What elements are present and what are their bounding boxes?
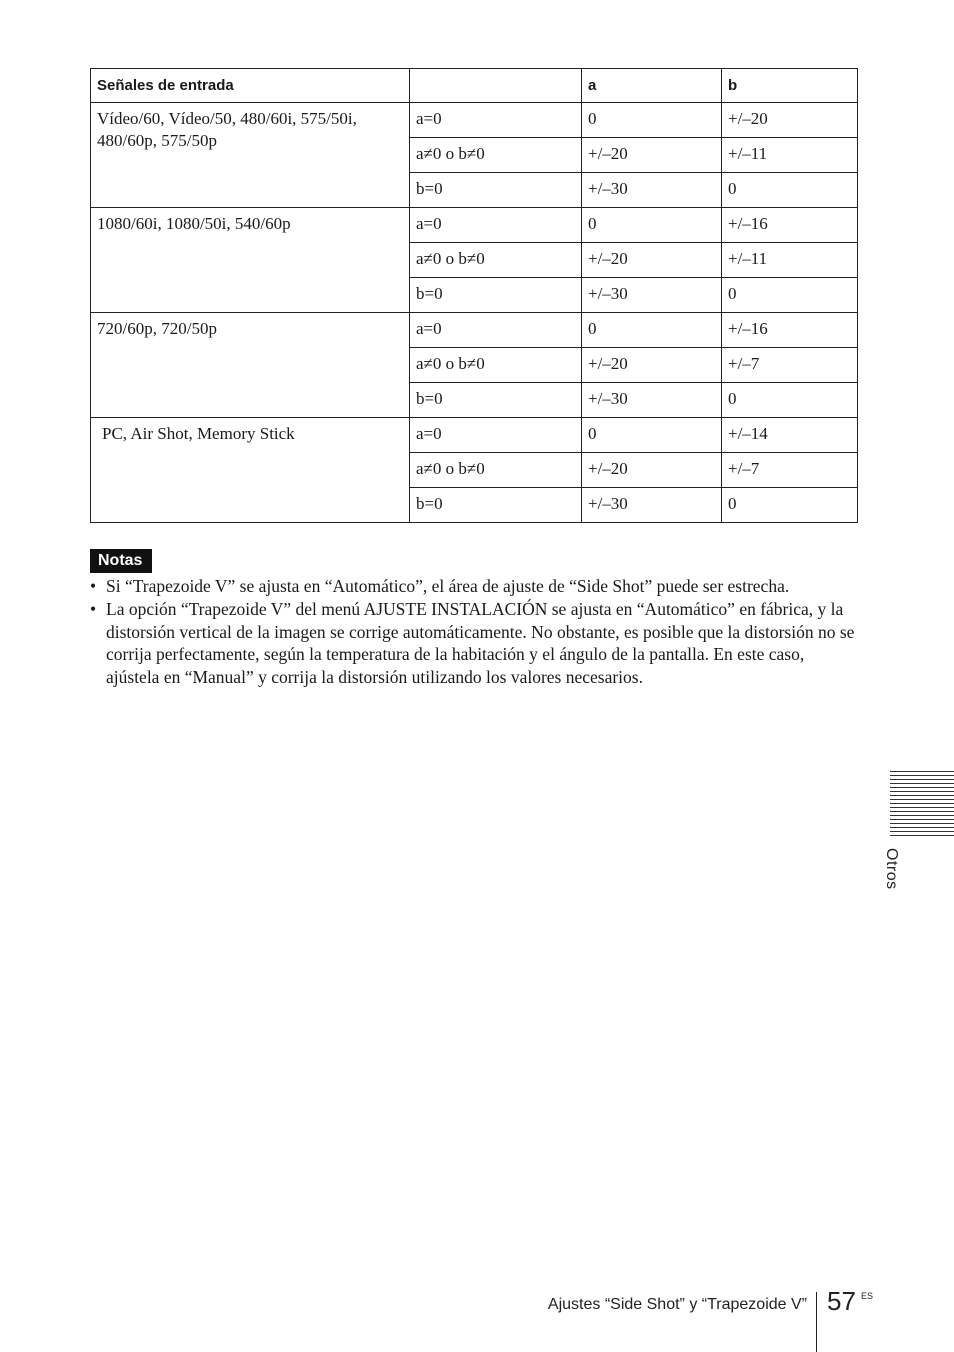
condition-cell: a≠0 o b≠0 [410,348,582,383]
a-value-cell: +/–30 [582,383,722,418]
a-value-cell: 0 [582,418,722,453]
note-item [90,575,860,598]
condition-cell: b=0 [410,488,582,523]
page-language: ES [861,1291,874,1301]
a-value-cell: +/–30 [582,488,722,523]
signal-cell: PC, Air Shot, Memory Stick [91,418,410,523]
footer-section-title: Ajustes “Side Shot” y “Trapezoide V” [547,1296,807,1313]
table-row [91,103,858,138]
condition-cell: a≠0 o b≠0 [410,453,582,488]
b-value-cell: 0 [722,383,858,418]
b-value-cell: +/–7 [722,348,858,383]
header-signal: Señales de entrada [91,69,410,103]
bullet: • [90,598,97,619]
condition-cell: a≠0 o b≠0 [410,138,582,173]
signal-cell: Vídeo/60, Vídeo/50, 480/60i, 575/50i, 480/60p, 575/50p [91,103,410,208]
a-value-cell: +/–20 [582,138,722,173]
a-value-cell: +/–30 [582,173,722,208]
table-row [91,418,858,453]
a-value-cell: 0 [582,313,722,348]
bullet: • [90,576,97,596]
b-value-cell: +/–14 [722,418,858,453]
a-value-cell: +/–20 [582,453,722,488]
header-a: a [582,69,722,103]
b-value-cell: +/–7 [722,453,858,488]
a-value-cell: 0 [582,103,722,138]
section-tab-lines [890,771,954,837]
b-value-cell: +/–16 [722,313,858,348]
a-value-cell: +/–30 [582,278,722,313]
footer-divider [816,1292,817,1352]
signal-table [90,68,858,523]
b-value-cell: +/–11 [722,138,858,173]
condition-cell: a=0 [410,313,582,348]
condition-cell: a=0 [410,103,582,138]
section-tab-label: Otros [883,848,900,890]
a-value-cell: +/–20 [582,348,722,383]
condition-cell: a=0 [410,418,582,453]
note-text: Si “Trapezoide V” se ajusta en “Automático”, el área de ajuste de “Side Shot” puede ser estrecha. [106,576,790,596]
b-value-cell: +/–11 [722,243,858,278]
b-value-cell: 0 [722,488,858,523]
notes-badge: Notas [90,549,152,573]
table-header-row [91,69,858,103]
header-condition [410,69,582,103]
page-number: 57 [827,1286,856,1316]
condition-cell: b=0 [410,278,582,313]
b-value-cell: +/–16 [722,208,858,243]
b-value-cell: +/–20 [722,103,858,138]
b-value-cell: 0 [722,278,858,313]
b-value-cell: 0 [722,173,858,208]
a-value-cell: +/–20 [582,243,722,278]
signal-cell: 720/60p, 720/50p [91,313,410,418]
table-row [91,313,858,348]
notes-list [90,575,860,689]
a-value-cell: 0 [582,208,722,243]
header-b: b [722,69,858,103]
condition-cell: b=0 [410,383,582,418]
note-text: La opción “Trapezoide V” del menú AJUSTE INSTALACIÓN se ajusta en “Automático” en fábrica, y la distorsión vertical de la imagen se corrige automáticamente. No obstante, es posible que la distorsión no se corrija perfectamente, según la temperatura de la habitación y el ángulo de la pantalla. En este caso, ajústela en “Manual” y corrija la distorsión utilizando los valores necesarios. [106,598,855,688]
condition-cell: a=0 [410,208,582,243]
note-item [90,598,860,689]
signal-cell: 1080/60i, 1080/50i, 540/60p [91,208,410,313]
condition-cell: a≠0 o b≠0 [410,243,582,278]
table-row [91,208,858,243]
condition-cell: b=0 [410,173,582,208]
